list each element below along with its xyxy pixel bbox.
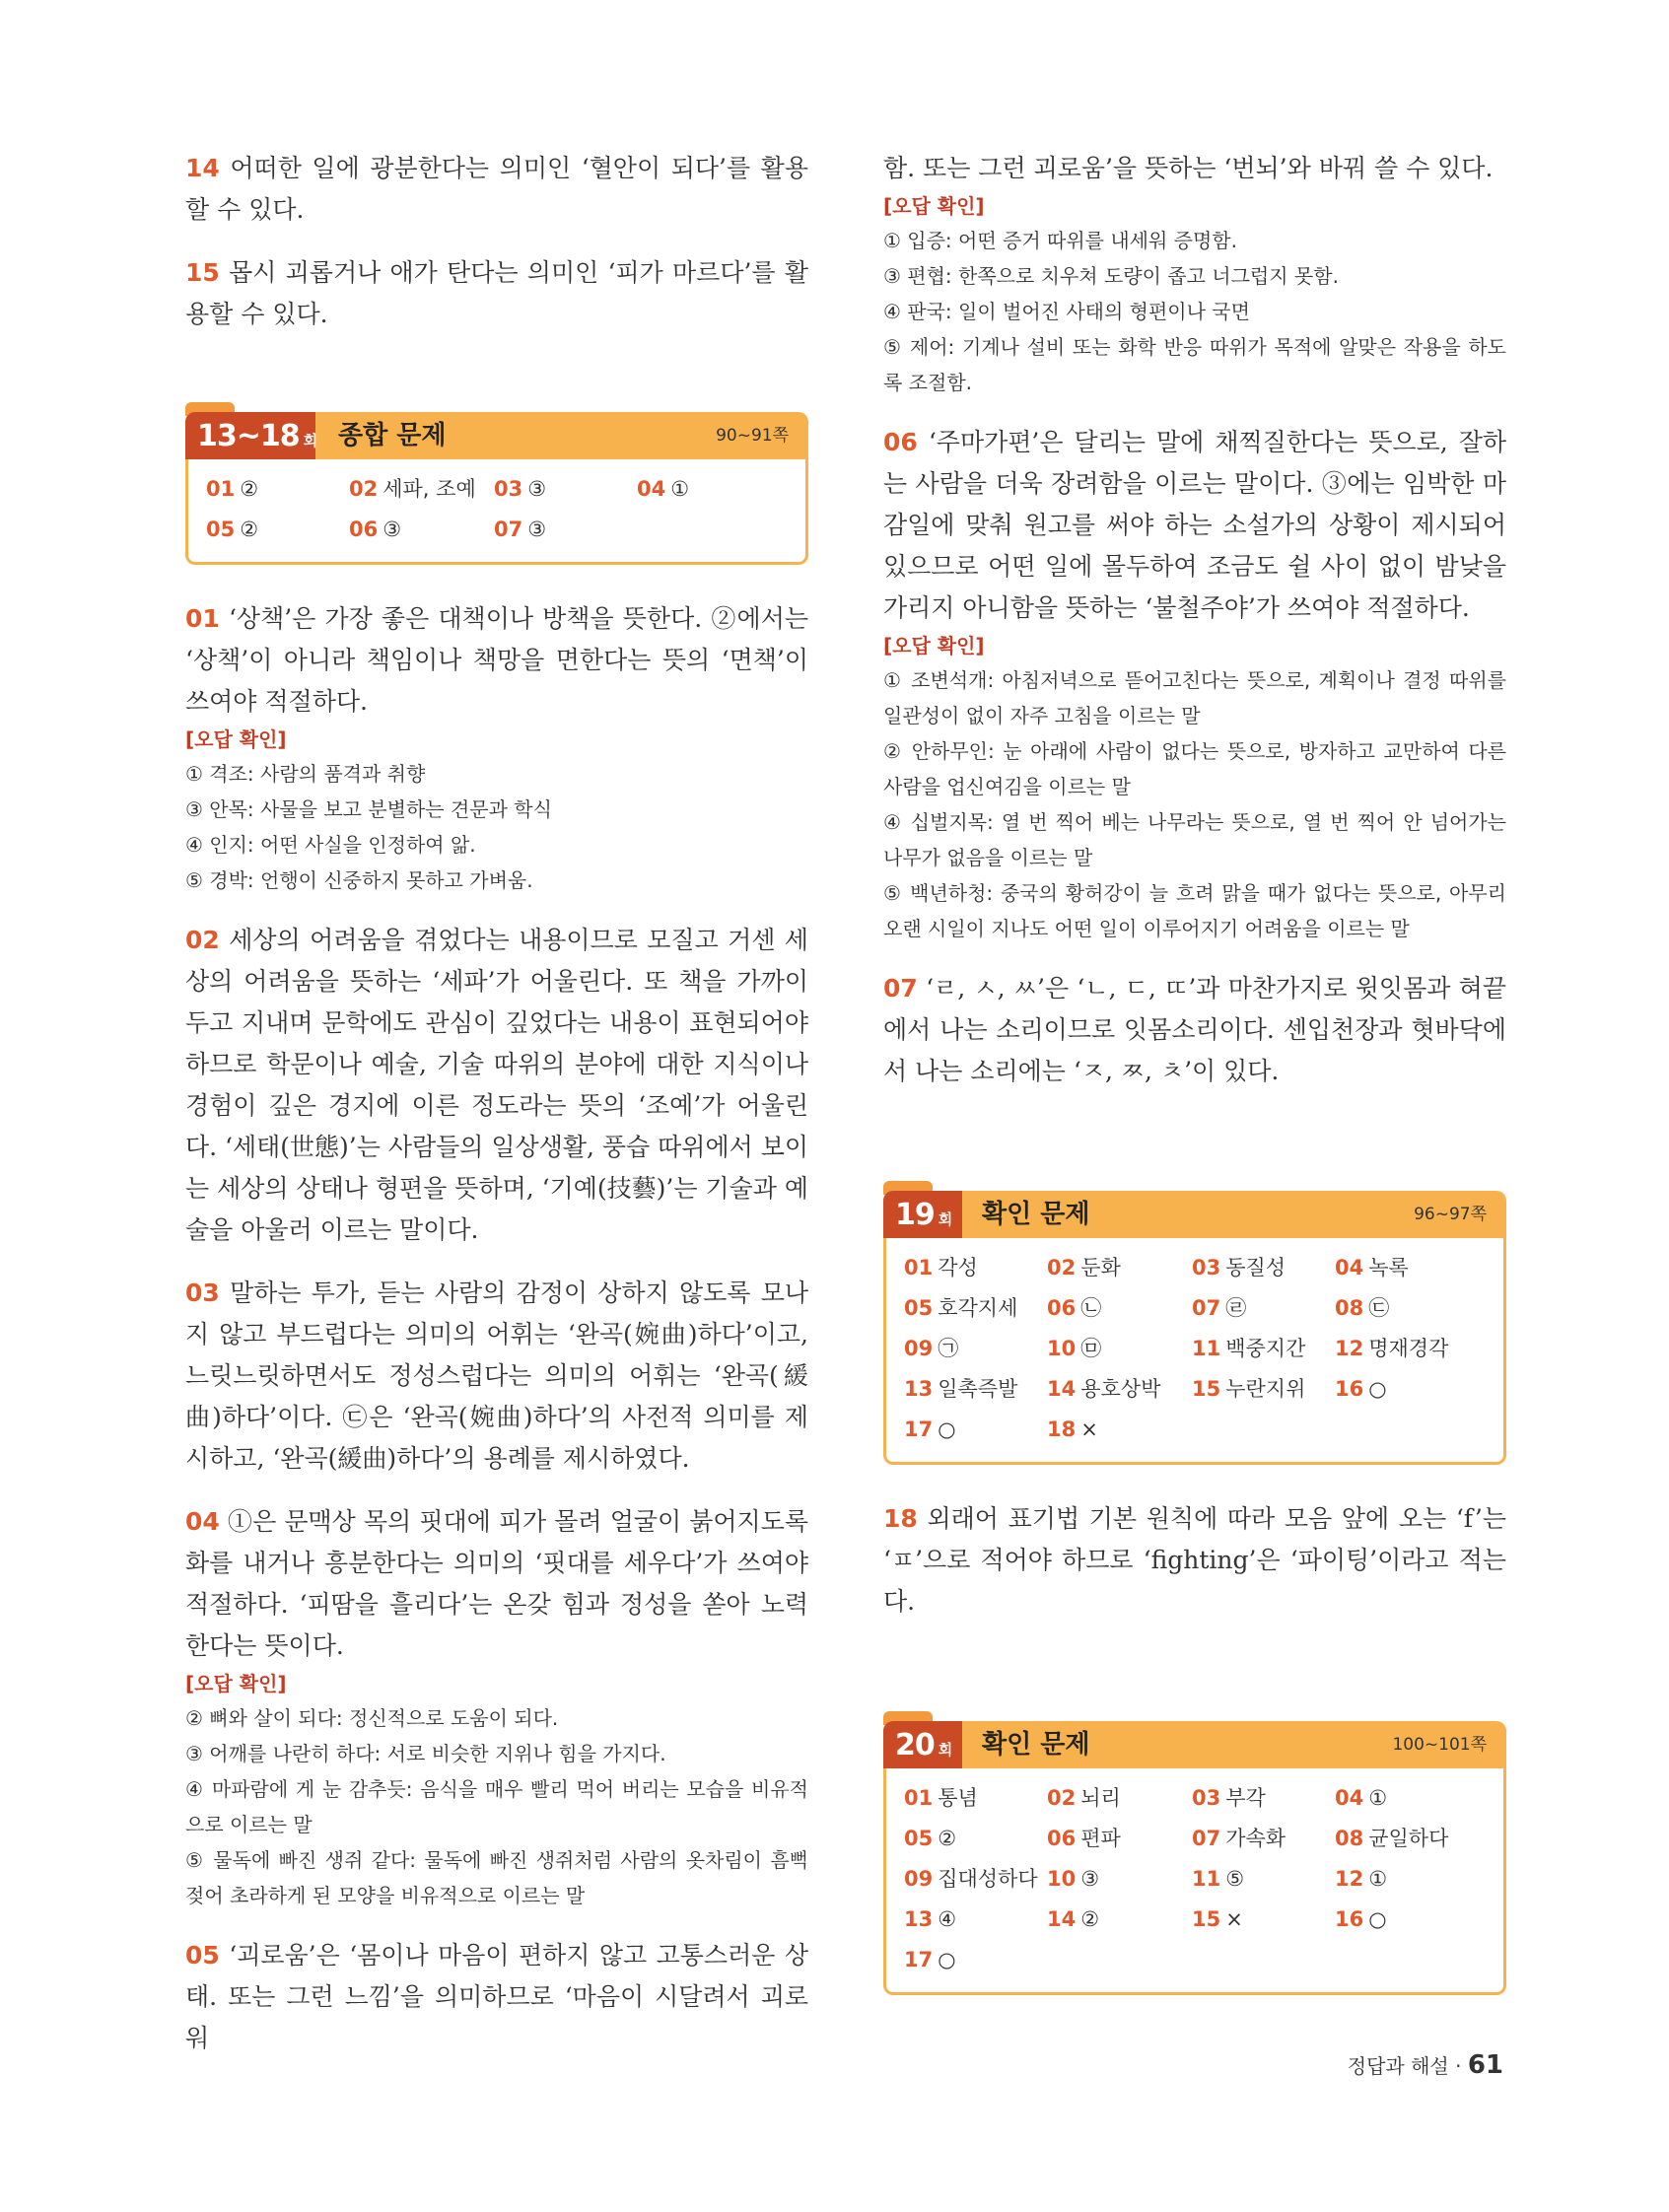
wrong-answer-list — [185, 1700, 808, 1913]
answer-number: 06 — [1047, 1296, 1077, 1320]
answer-number: 05 — [206, 518, 236, 541]
answer-value: ① — [670, 477, 690, 501]
wrong-answer-note: ⑤ 경박: 언행이 신중하지 못하고 가벼움. — [185, 868, 533, 892]
left-column — [185, 148, 808, 2059]
answer-value: 가속화 — [1225, 1827, 1287, 1850]
explanation-07 — [883, 968, 1506, 1092]
answer-number: 04 — [637, 477, 666, 501]
question-number: 03 — [185, 1279, 220, 1307]
answer-number: 11 — [1192, 1337, 1221, 1360]
answer-number: 14 — [1047, 1907, 1077, 1931]
wrong-answer-label: [오답 확인] — [883, 634, 985, 657]
question-number: 04 — [185, 1507, 220, 1536]
answer-number: 11 — [1192, 1867, 1221, 1891]
answer-number: 16 — [1335, 1377, 1364, 1401]
answer-value: ㉣ — [1225, 1296, 1247, 1320]
answer-item — [1335, 1329, 1478, 1369]
answer-item — [1335, 1900, 1478, 1940]
answer-item — [904, 1410, 1047, 1450]
answer-item — [904, 1859, 1047, 1900]
answer-item — [1047, 1288, 1192, 1329]
wrong-answer-note: ③ 편협: 한쪽으로 치우쳐 도량이 좁고 너그럽지 못함. — [883, 264, 1339, 288]
answer-value: ② — [240, 477, 259, 501]
answer-item — [1192, 1248, 1335, 1288]
answer-number: 14 — [1047, 1377, 1077, 1401]
answer-item — [1047, 1248, 1192, 1288]
footer-label: 정답과 해설 · — [1347, 2054, 1468, 2078]
answer-item — [1192, 1819, 1335, 1859]
answer-value: ㉠ — [938, 1337, 959, 1360]
session-tab — [185, 412, 318, 459]
answer-value: 균일하다 — [1368, 1827, 1449, 1850]
question-number: 14 — [185, 154, 220, 182]
answer-14 — [185, 148, 808, 231]
answer-item — [1047, 1410, 1192, 1450]
answer-number: 05 — [904, 1827, 934, 1850]
answer-value: ○ — [938, 1948, 956, 1971]
answer-item — [1335, 1248, 1478, 1288]
answer-number: 04 — [1335, 1786, 1364, 1810]
answer-item — [494, 469, 637, 510]
answer-number: 03 — [1192, 1786, 1221, 1810]
wrong-answer-note: ④ 십벌지목: 열 번 찍어 베는 나무라는 뜻으로, 열 번 찍어 안 넘어가는 나무가 없음을 이르는 말 — [883, 810, 1506, 869]
wrong-answer-note: ⑤ 백년하청: 중국의 황허강이 늘 흐려 맑을 때가 없다는 뜻으로, 아무리 오랜 시일이 지나도 어떤 일이 이루어지기 어려움을 이르는 말 — [883, 881, 1506, 940]
answer-number: 07 — [494, 518, 523, 541]
answer-value: 집대성하다 — [938, 1867, 1038, 1891]
answer-value: 녹록 — [1368, 1256, 1409, 1279]
box-body — [185, 459, 808, 565]
question-number: 02 — [185, 926, 220, 954]
session-suffix: 회 — [938, 1210, 953, 1228]
answer-number: 09 — [904, 1337, 934, 1360]
explanation-text: 외래어 표기법 기본 원칙에 따라 모음 앞에 오는 ‘f’는 ‘ㅍ’으로 적어야 하므로 ‘fighting’은 ‘파이팅’이라고 적는다. — [883, 1504, 1506, 1616]
answer-value: ② — [938, 1827, 957, 1850]
answer-item — [1047, 1900, 1192, 1940]
right-column — [883, 148, 1506, 1995]
explanation-text: ‘주마가편’은 달리는 말에 채찍질한다는 뜻으로, 잘하는 사람을 더욱 장려함을 이르는 말이다. ③에는 임박한 마감일에 맞춰 원고를 써야 하는 소설가의 상황이 제시되어 있으므로 어떤 일에 몰두하여 조금도 쉴 사이 없이 밤낮을 가리지 아니함을 뜻하는 ‘불철주야’가 쓰여야 적절하다. — [883, 428, 1506, 622]
answer-number: 07 — [1192, 1827, 1221, 1850]
answer-number: 15 — [1192, 1377, 1221, 1401]
wrong-answer-note: ⑤ 물독에 빠진 생쥐 같다: 물독에 빠진 생쥐처럼 사람의 옷차림이 흠뻑 젖어 초라하게 된 모양을 비유적으로 이르는 말 — [185, 1848, 808, 1907]
box-header — [185, 412, 808, 459]
answer-value: ○ — [1368, 1907, 1387, 1931]
answer-value: ③ — [1080, 1867, 1100, 1891]
answer-item — [1047, 1369, 1192, 1410]
wrong-answer-note: ⑤ 제어: 기계나 설비 또는 화학 반응 따위가 목적에 알맞은 작용을 하도록 조절함. — [883, 335, 1506, 394]
answer-item — [1335, 1288, 1478, 1329]
answer-value: ① — [1368, 1786, 1388, 1810]
answer-number: 17 — [904, 1417, 934, 1441]
box-body — [883, 1768, 1506, 1995]
question-number: 06 — [883, 428, 918, 456]
session-tab — [883, 1721, 962, 1768]
answer-item — [1047, 1819, 1192, 1859]
answer-number: 02 — [349, 477, 379, 501]
wrong-answer-note: ① 격조: 사람의 품격과 취향 — [185, 762, 426, 786]
answer-value: ② — [1080, 1907, 1100, 1931]
box-title: 확인 문제 — [982, 1730, 1090, 1760]
explanation-text: 말하는 투가, 듣는 사람의 감정이 상하지 않도록 모나지 않고 부드럽다는 의미의 어휘는 ‘완곡(婉曲)하다’이고, 느릿느릿하면서도 정성스럽다는 의미의 어휘는 ‘완곡(緩曲)하다’이다. ㉢은 ‘완곡(婉曲)하다’의 사전적 의미를 제시하고, ‘완곡(緩曲)하다’의 용례를 제시하였다. — [185, 1279, 808, 1473]
answer-item — [904, 1900, 1047, 1940]
answer-number: 05 — [904, 1296, 934, 1320]
question-number: 01 — [185, 604, 220, 633]
answer-number: 16 — [1335, 1907, 1364, 1931]
wrong-answer-note: ③ 어깨를 나란히 하다: 서로 비슷한 지위나 힘을 가지다. — [185, 1742, 666, 1765]
answer-number: 03 — [1192, 1256, 1221, 1279]
answer-number: 06 — [349, 518, 379, 541]
wrong-answer-list — [883, 223, 1506, 400]
answer-text: 몹시 괴롭거나 애가 탄다는 의미인 ‘피가 마르다’를 활용할 수 있다. — [185, 258, 808, 328]
answer-number: 06 — [1047, 1827, 1077, 1850]
explanation-03 — [185, 1273, 808, 1480]
answer-text: 어떠한 일에 광분한다는 의미인 ‘혈안이 되다’를 활용할 수 있다. — [185, 154, 808, 224]
answer-item — [637, 469, 780, 510]
wrong-answer-note: ① 입증: 어떤 증거 따위를 내세워 증명함. — [883, 229, 1237, 252]
wrong-answer-note: ④ 마파람에 게 눈 감추듯: 음식을 매우 빨리 먹어 버리는 모습을 비유적으로 이르는 말 — [185, 1777, 808, 1836]
answer-item — [1192, 1288, 1335, 1329]
answer-number: 01 — [904, 1256, 934, 1279]
answer-item — [1335, 1369, 1478, 1410]
box-body — [883, 1238, 1506, 1465]
answer-box-13-18 — [185, 412, 808, 565]
answer-item — [1192, 1778, 1335, 1819]
explanation-04 — [185, 1501, 808, 1667]
question-number: 07 — [883, 974, 918, 1002]
explanation-text: ‘상책’은 가장 좋은 대책이나 방책을 뜻한다. ②에서는 ‘상책’이 아니라 책임이나 책망을 면한다는 뜻의 ‘면책’이 쓰여야 적절하다. — [185, 604, 808, 716]
answer-value: ③ — [527, 477, 547, 501]
wrong-answer-note: ① 조변석개: 아침저녁으로 뜯어고친다는 뜻으로, 계획이나 결정 따위를 일관성이 없이 자주 고침을 이르는 말 — [883, 668, 1506, 727]
explanation-01 — [185, 598, 808, 723]
answer-value: 부각 — [1225, 1786, 1266, 1810]
explanation-text: ‘ㄹ, ㅅ, ㅆ’은 ‘ㄴ, ㄷ, ㄸ’과 마찬가지로 윗잇몸과 혀끝에서 나는 소리이므로 잇몸소리이다. 센입천장과 혓바닥에서 나는 소리에는 ‘ㅈ, ㅉ, ㅊ’이 있다. — [883, 974, 1506, 1085]
answer-item — [349, 469, 494, 510]
session-number: 13~18 — [197, 418, 300, 453]
answer-value: ○ — [1368, 1377, 1387, 1401]
wrong-answer-note: ② 뼈와 살이 되다: 정신적으로 도움이 되다. — [185, 1706, 559, 1730]
answer-number: 15 — [1192, 1907, 1221, 1931]
answer-value: ㉡ — [1080, 1296, 1102, 1320]
answer-item — [904, 1778, 1047, 1819]
answer-number: 04 — [1335, 1256, 1364, 1279]
answer-item — [1335, 1819, 1478, 1859]
answer-item — [1192, 1900, 1335, 1940]
answer-item — [1047, 1778, 1192, 1819]
answer-number: 08 — [1335, 1827, 1364, 1850]
box-title: 확인 문제 — [982, 1200, 1090, 1229]
wrong-answer-note: ④ 판국: 일이 벌어진 사태의 형편이나 국면 — [883, 300, 1250, 323]
explanation-05-continued: 함. 또는 그런 괴로움’을 뜻하는 ‘번뇌’와 바꿔 쓸 수 있다. — [883, 154, 1494, 182]
answer-item — [206, 510, 349, 550]
box-title: 종합 문제 — [338, 421, 447, 450]
answer-number: 02 — [1047, 1786, 1077, 1810]
answer-item — [1047, 1329, 1192, 1369]
answer-number: 08 — [1335, 1296, 1364, 1320]
answer-value: 일촉즉발 — [938, 1377, 1018, 1401]
answer-value: 누란지위 — [1225, 1377, 1306, 1401]
answer-item — [1047, 1859, 1192, 1900]
answer-number: 13 — [904, 1907, 934, 1931]
wrong-answer-note: ② 안하무인: 눈 아래에 사람이 없다는 뜻으로, 방자하고 교만하여 다른 사람을 업신여김을 이르는 말 — [883, 739, 1506, 798]
wrong-answer-label: [오답 확인] — [185, 727, 287, 751]
explanation-text: ①은 문맥상 목의 핏대에 피가 몰려 얼굴이 붉어지도록 화를 내거나 흥분한다는 의미의 ‘핏대를 세우다’가 쓰여야 적절하다. ‘피땀을 흘리다’는 온갖 힘과 정성을 쏟아 노력한다는 뜻이다. — [185, 1507, 809, 1660]
explanation-02 — [185, 920, 808, 1251]
answer-value: 뇌리 — [1080, 1786, 1121, 1810]
box-pages: 100~101쪽 — [1392, 1735, 1487, 1755]
answer-number: 17 — [904, 1948, 934, 1971]
answer-value: 세파, 조예 — [382, 477, 476, 501]
wrong-answer-note: ④ 인지: 어떤 사실을 인정하여 앎. — [185, 833, 476, 857]
wrong-answer-note: ③ 안목: 사물을 보고 분별하는 견문과 학식 — [185, 797, 552, 821]
answer-item — [904, 1819, 1047, 1859]
answer-value: × — [1225, 1907, 1243, 1931]
answer-item — [1335, 1778, 1478, 1819]
answer-number: 12 — [1335, 1867, 1364, 1891]
answer-number: 01 — [206, 477, 236, 501]
answer-item — [904, 1329, 1047, 1369]
answer-item — [1192, 1859, 1335, 1900]
page-footer — [1348, 2050, 1503, 2080]
explanation-text: 세상의 어려움을 겪었다는 내용이므로 모질고 거센 세상의 어려움을 뜻하는 ‘세파’가 어울린다. 또 책을 가까이 두고 지내며 문학에도 관심이 깊었다는 내용이 표현되어야 하므로 학문이나 예술, 기술 따위의 분야에 대한 지식이나 경험이 깊은 경지에 이른 정도라는 뜻의 ‘조예’가 어울린다. ‘세태(世態)’는 사람들의 일상생활, 풍습 따위에서 보이는 세상의 상태나 형편을 뜻하며, ‘기예(技藝)’는 기술과 예술을 아울러 이르는 말이다. — [185, 926, 809, 1244]
answer-box-20 — [883, 1721, 1506, 1995]
answer-value: 용호상박 — [1080, 1377, 1161, 1401]
answer-value: ㉤ — [1080, 1337, 1102, 1360]
answer-number: 13 — [904, 1377, 934, 1401]
answer-grid — [904, 1248, 1503, 1450]
answer-box-19 — [883, 1191, 1506, 1465]
box-header — [883, 1191, 1506, 1238]
question-number: 05 — [185, 1941, 220, 1970]
answer-value: 각성 — [938, 1256, 978, 1279]
explanation-05 — [185, 1935, 808, 2059]
answer-value: 명재경각 — [1368, 1337, 1449, 1360]
wrong-answer-list — [883, 662, 1506, 946]
session-suffix: 회 — [938, 1740, 953, 1759]
question-number: 18 — [883, 1504, 918, 1533]
wrong-answer-list — [185, 756, 808, 898]
answer-grid — [904, 1778, 1503, 1980]
answer-item — [206, 469, 349, 510]
answer-value: ③ — [382, 518, 402, 541]
wrong-answer-label: [오답 확인] — [185, 1672, 287, 1695]
answer-value: ① — [1368, 1867, 1388, 1891]
answer-number: 01 — [904, 1786, 934, 1810]
box-pages: 96~97쪽 — [1414, 1205, 1487, 1224]
answer-value: 둔화 — [1080, 1256, 1121, 1279]
answer-value: 백중지간 — [1225, 1337, 1306, 1360]
answer-item — [1192, 1329, 1335, 1369]
answer-value: 통념 — [938, 1786, 978, 1810]
answer-value: ② — [240, 518, 259, 541]
answer-value: ④ — [938, 1907, 957, 1931]
answer-item — [904, 1288, 1047, 1329]
answer-value: 편파 — [1080, 1827, 1121, 1850]
answer-value: 호각지세 — [938, 1296, 1018, 1320]
answer-value: ⑤ — [1225, 1867, 1245, 1891]
explanation-18 — [883, 1498, 1506, 1623]
wrong-answer-label: [오답 확인] — [883, 194, 985, 218]
answer-15 — [185, 252, 808, 335]
box-header — [883, 1721, 1506, 1768]
answer-item — [904, 1248, 1047, 1288]
session-number: 19 — [895, 1197, 935, 1232]
answer-value: × — [1080, 1417, 1098, 1441]
answer-item — [1335, 1859, 1478, 1900]
answer-number: 18 — [1047, 1417, 1077, 1441]
answer-number: 10 — [1047, 1867, 1077, 1891]
question-number: 15 — [185, 258, 220, 287]
box-pages: 90~91쪽 — [716, 426, 789, 446]
answer-item — [1192, 1369, 1335, 1410]
answer-number: 07 — [1192, 1296, 1221, 1320]
answer-number: 03 — [494, 477, 523, 501]
answer-item — [904, 1369, 1047, 1410]
answer-number: 02 — [1047, 1256, 1077, 1279]
answer-grid — [206, 469, 805, 550]
session-number: 20 — [895, 1727, 935, 1763]
answer-item — [494, 510, 637, 550]
answer-number: 10 — [1047, 1337, 1077, 1360]
session-tab — [883, 1191, 962, 1238]
answer-value: 동질성 — [1225, 1256, 1287, 1279]
page-number: 61 — [1467, 2050, 1503, 2080]
answer-value: ③ — [527, 518, 547, 541]
explanation-06 — [883, 422, 1506, 629]
explanation-text: ‘괴로움’은 ‘몸이나 마음이 편하지 않고 고통스러운 상태. 또는 그런 느낌’을 의미하므로 ‘마음이 시달려서 괴로워 — [185, 1941, 808, 2052]
answer-number: 09 — [904, 1867, 934, 1891]
answer-value: ㉢ — [1368, 1296, 1390, 1320]
answer-item — [349, 510, 494, 550]
answer-value: ○ — [938, 1417, 956, 1441]
answer-number: 12 — [1335, 1337, 1364, 1360]
answer-item — [904, 1940, 1047, 1980]
session-suffix: 회 — [303, 431, 318, 449]
